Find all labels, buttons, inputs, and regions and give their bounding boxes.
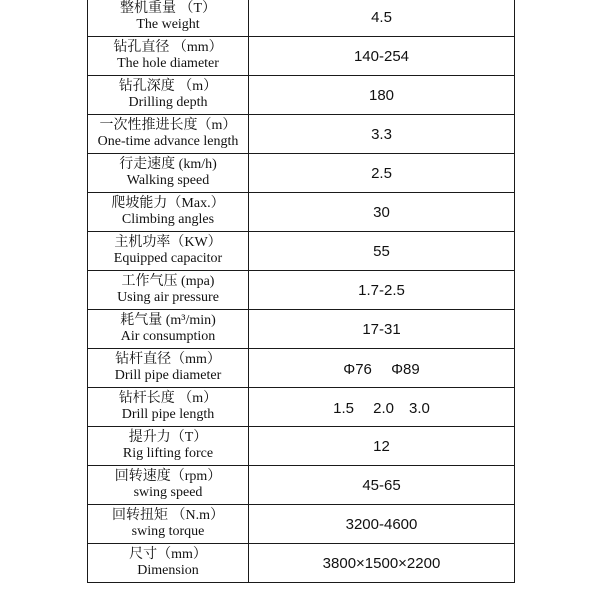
spec-label-cn: 工作气压 (mpa) bbox=[121, 274, 215, 289]
spec-label-en: Using air pressure bbox=[117, 290, 219, 305]
spec-value: 1.7-2.5 bbox=[249, 271, 515, 310]
spec-label-en: swing speed bbox=[133, 485, 203, 500]
spec-label-cn: 回转扭矩 （N.m） bbox=[112, 508, 224, 523]
spec-label-cn: 尺寸（mm） bbox=[129, 547, 207, 562]
spec-label-cell bbox=[88, 232, 249, 271]
spec-label-cell bbox=[88, 193, 249, 232]
spec-label-cn: 主机功率（KW） bbox=[114, 235, 222, 250]
spec-label-cell bbox=[88, 349, 249, 388]
spec-value: 140-254 bbox=[249, 37, 515, 76]
spec-label-en: Dimension bbox=[137, 563, 199, 578]
spec-label-en: The hole diameter bbox=[117, 56, 219, 71]
spec-label-cell bbox=[88, 154, 249, 193]
spec-value: 3800×1500×2200 bbox=[249, 544, 515, 583]
spec-row-drill-pipe-diameter bbox=[88, 349, 515, 388]
spec-label-cn: 回转速度（rpm） bbox=[114, 469, 222, 484]
spec-row-equipped-capacitor bbox=[88, 232, 515, 271]
spec-value: 12 bbox=[249, 427, 515, 466]
spec-row-drill-pipe-length bbox=[88, 388, 515, 427]
spec-value: 1.5 2.0 3.0 bbox=[249, 388, 515, 427]
spec-value: 180 bbox=[249, 76, 515, 115]
spec-value: Φ76 Φ89 bbox=[249, 349, 515, 388]
spec-label-cell bbox=[88, 115, 249, 154]
spec-label-cell bbox=[88, 310, 249, 349]
spec-label-cn: 钻孔深度 （m） bbox=[118, 79, 218, 94]
spec-table bbox=[87, 0, 515, 583]
spec-label-cell bbox=[88, 505, 249, 544]
spec-label-en: Drill pipe diameter bbox=[114, 368, 222, 383]
spec-row-weight bbox=[88, 0, 515, 37]
spec-label-cn: 钻杆直径（mm） bbox=[115, 352, 221, 367]
spec-label-cn: 一次性推进长度（m） bbox=[99, 118, 237, 133]
spec-value: 55 bbox=[249, 232, 515, 271]
spec-label-cell bbox=[88, 427, 249, 466]
spec-label-cn: 整机重量 （T） bbox=[119, 1, 217, 16]
spec-table-body bbox=[88, 0, 515, 583]
spec-value: 3200-4600 bbox=[249, 505, 515, 544]
spec-row-climbing-angles bbox=[88, 193, 515, 232]
spec-label-en: One-time advance length bbox=[97, 134, 239, 149]
spec-label-cell bbox=[88, 37, 249, 76]
spec-label-cell bbox=[88, 76, 249, 115]
spec-value: 30 bbox=[249, 193, 515, 232]
spec-value: 3.3 bbox=[249, 115, 515, 154]
spec-label-cell bbox=[88, 0, 249, 37]
spec-label-cn: 爬坡能力（Max.） bbox=[111, 196, 225, 211]
spec-label-en: Drilling depth bbox=[128, 95, 208, 110]
spec-label-en: Drill pipe length bbox=[121, 407, 215, 422]
spec-row-swing-speed bbox=[88, 466, 515, 505]
spec-row-swing-torque bbox=[88, 505, 515, 544]
spec-label-cn: 耗气量 (m³/min) bbox=[120, 313, 216, 328]
spec-label-en: Equipped capacitor bbox=[113, 251, 223, 266]
spec-label-cn: 提升力（T） bbox=[128, 430, 208, 445]
spec-row-walking-speed bbox=[88, 154, 515, 193]
spec-value: 45-65 bbox=[249, 466, 515, 505]
spec-row-advance-length bbox=[88, 115, 515, 154]
spec-label-en: Climbing angles bbox=[121, 212, 215, 227]
spec-row-air-consumption bbox=[88, 310, 515, 349]
spec-row-dimension bbox=[88, 544, 515, 583]
spec-value: 17-31 bbox=[249, 310, 515, 349]
spec-label-cell bbox=[88, 388, 249, 427]
spec-label-en: The weight bbox=[136, 17, 200, 32]
spec-label-cn: 钻杆长度 （m） bbox=[118, 391, 218, 406]
spec-value: 2.5 bbox=[249, 154, 515, 193]
spec-row-hole-diameter bbox=[88, 37, 515, 76]
spec-label-cell bbox=[88, 271, 249, 310]
spec-label-cell bbox=[88, 466, 249, 505]
spec-label-en: Rig lifting force bbox=[122, 446, 214, 461]
spec-label-cn: 行走速度 (km/h) bbox=[119, 157, 217, 172]
spec-label-en: Air consumption bbox=[120, 329, 216, 344]
spec-label-en: Walking speed bbox=[126, 173, 210, 188]
spec-row-drilling-depth bbox=[88, 76, 515, 115]
spec-value: 4.5 bbox=[249, 0, 515, 37]
spec-label-en: swing torque bbox=[131, 524, 205, 539]
spec-label-cell bbox=[88, 544, 249, 583]
spec-row-lifting-force bbox=[88, 427, 515, 466]
spec-row-air-pressure bbox=[88, 271, 515, 310]
spec-label-cn: 钻孔直径 （mm） bbox=[113, 40, 223, 55]
